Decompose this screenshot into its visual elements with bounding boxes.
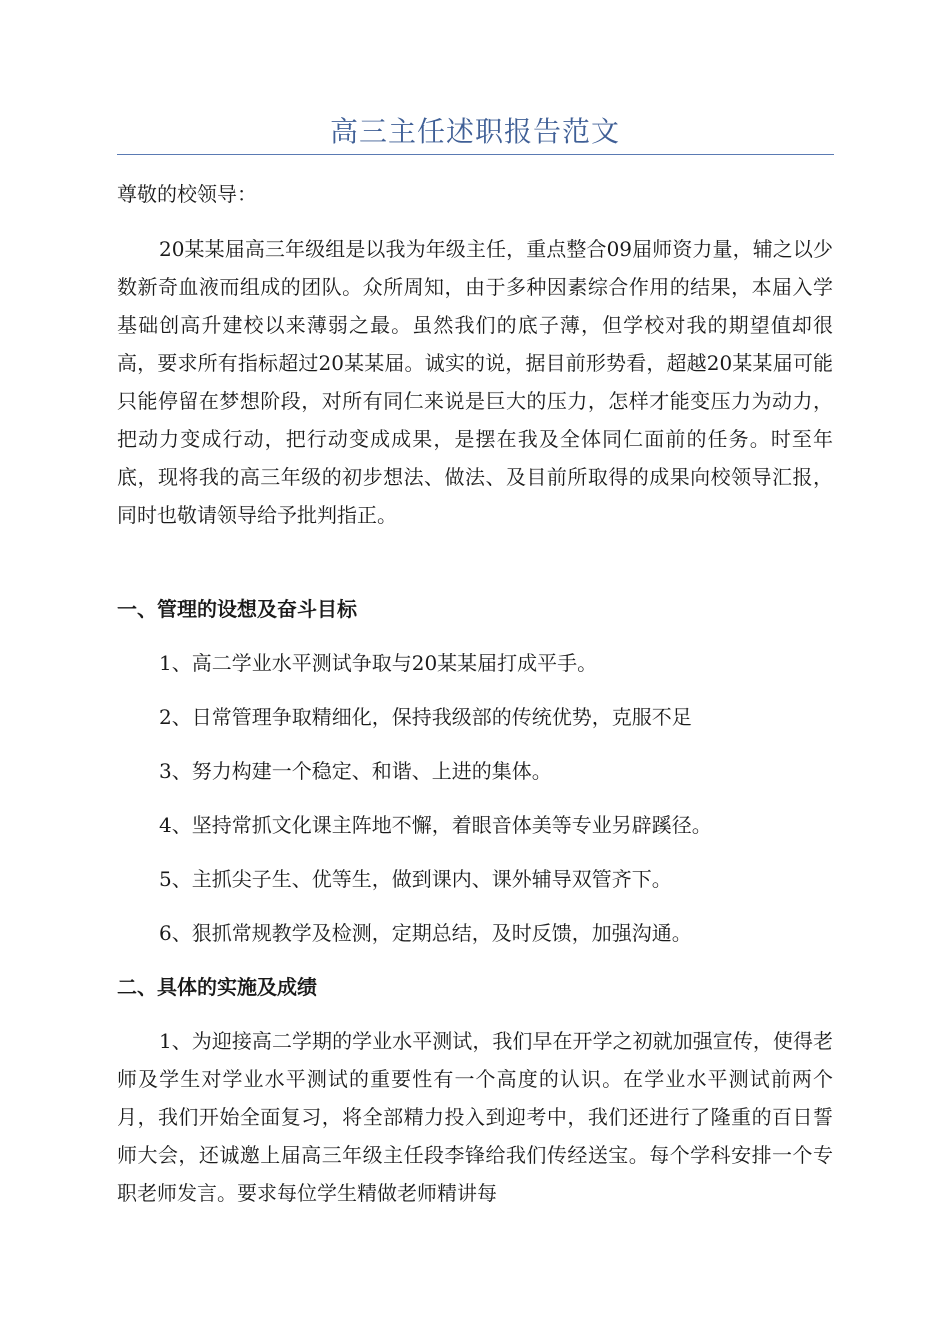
- document-title: 高三主任述职报告范文: [329, 115, 620, 148]
- goal-item-6: 6、狠抓常规教学及检测，定期总结，及时反馈，加强沟通。: [159, 921, 692, 945]
- section-2-heading: 二、具体的实施及成绩: [117, 975, 317, 999]
- goal-item-2: 2、日常管理争取精细化，保持我级部的传统优势，克服不足: [159, 705, 692, 729]
- title-underline: [117, 154, 834, 155]
- goal-item-4: 4、坚持常抓文化课主阵地不懈，着眼音体美等专业另辟蹊径。: [159, 813, 712, 837]
- section-2-paragraph-1: 1、为迎接高二学期的学业水平测试，我们早在开学之初就加强宣传，使得老师及学生对学业水平测试的重要性有一个高度的认识。在学业水平测试前两个月，我们开始全面复习，将全部精力投入到迎考中，我们还进行了隆重的百日誓师大会，还诚邀上届高三年级主任段李锋给我们传经送宝。每个学科安排一个专职老师发言。要求每位学生精做老师精讲每: [117, 1029, 833, 1205]
- goal-item-3: 3、努力构建一个稳定、和谐、上进的集体。: [159, 759, 552, 783]
- goal-item-1: 1、高二学业水平测试争取与20某某届打成平手。: [159, 651, 598, 675]
- section-1-heading: 一、管理的设想及奋斗目标: [117, 597, 357, 621]
- greeting: 尊敬的校领导：: [117, 182, 257, 206]
- goal-item-5: 5、主抓尖子生、优等生，做到课内、课外辅导双管齐下。: [159, 867, 672, 891]
- intro-paragraph: 20某某届高三年级组是以我为年级主任，重点整合09届师资力量，辅之以少数新奇血液而组成的团队。众所周知，由于多种因素综合作用的结果，本届入学基础创高升建校以来薄弱之最。虽然我们的底子薄，但学校对我的期望值却很高，要求所有指标超过20某某届。诚实的说，据目前形势看，超越20某某届可能只能停留在梦想阶段，对所有同仁来说是巨大的压力，怎样才能变压力为动力，把动力变成行动，把行动变成成果，是摆在我及全体同仁面前的任务。时至年底，现将我的高三年级的初步想法、做法、及目前所取得的成果向校领导汇报，同时也敬请领导给予批判指正。: [117, 237, 833, 527]
